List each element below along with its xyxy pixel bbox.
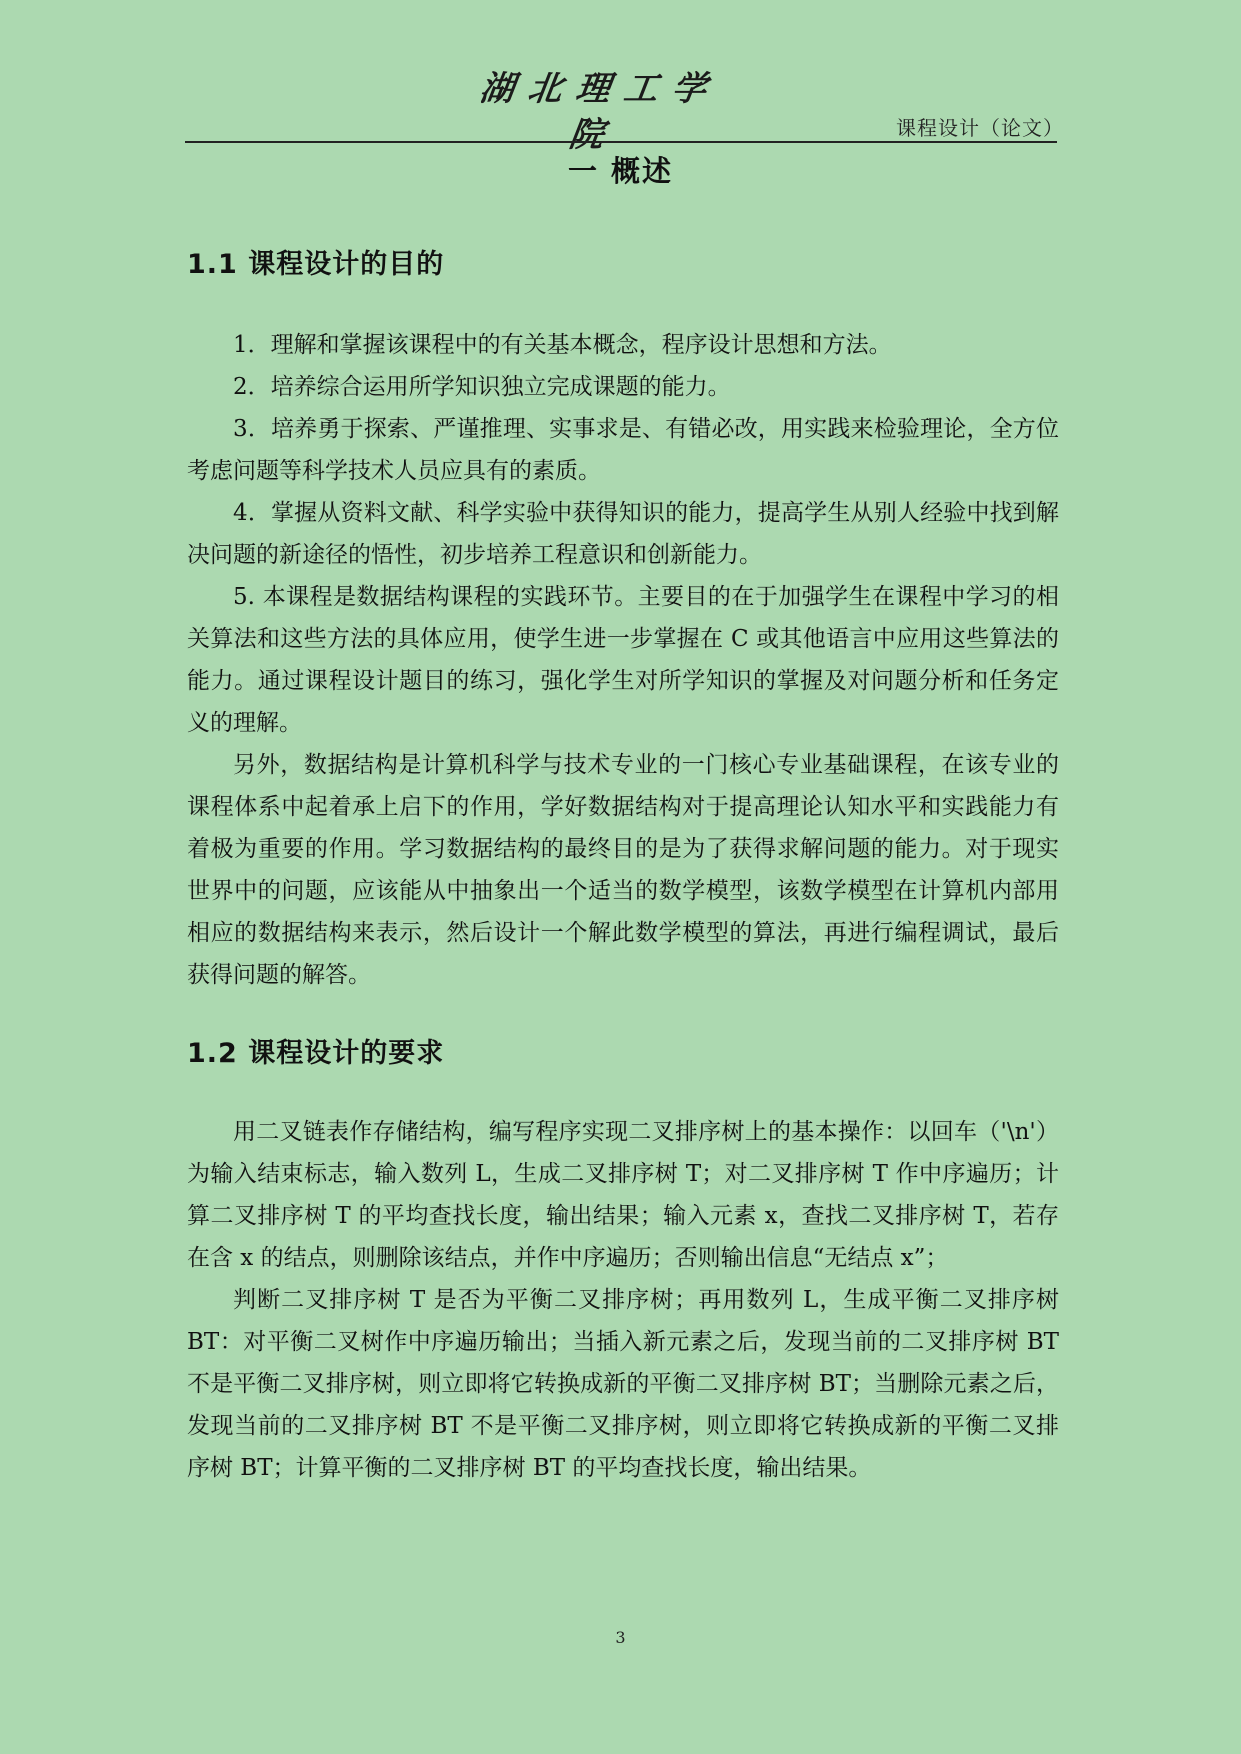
header-label: 课程设计（论文）	[896, 116, 1064, 140]
section-title-purpose: 1.1 课程设计的目的	[187, 249, 445, 280]
paragraph: 用二叉链表作存储结构，编写程序实现二叉排序树上的基本操作：以回车（'\n'）为输入结束标志，输入数列 L，生成二叉排序树 T；对二叉排序树 T 作中序遍历；计算二叉排序树 T 的平均查找长度，输出结果；输入元素 x，查找二叉排序树 T，若存在含 x 的结点，则删除该结点，并作中序遍历；否则输出信息“无结点 x”；	[187, 1119, 1059, 1271]
paragraph: 另外，数据结构是计算机科学与技术专业的一门核心专业基础课程，在该专业的课程体系中起着承上启下的作用，学好数据结构对于提高理论认知水平和实践能力有着极为重要的作用。学习数据结构的最终目的是为了获得求解问题的能力。对于现实世界中的问题，应该能从中抽象出一个适当的数学模型，该数学模型在计算机内部用相应的数据结构来表示，然后设计一个解此数学模型的算法，再进行编程调试，最后获得问题的解答。	[187, 752, 1059, 988]
section-title-requirements: 1.2 课程设计的要求	[187, 1038, 445, 1069]
paragraph: 1．理解和掌握该课程中的有关基本概念，程序设计思想和方法。	[233, 332, 892, 358]
section-body-requirements	[187, 1111, 1059, 1489]
header-divider	[185, 141, 1057, 143]
paragraph: 2．培养综合运用所学知识独立完成课题的能力。	[233, 374, 731, 400]
paragraph: 4．掌握从资料文献、科学实验中获得知识的能力，提高学生从别人经验中找到解决问题的新途径的悟性，初步培养工程意识和创新能力。	[187, 500, 1059, 568]
paragraph: 5. 本课程是数据结构课程的实践环节。主要目的在于加强学生在课程中学习的相关算法和这些方法的具体应用，使学生进一步掌握在 C 或其他语言中应用这些算法的能力。通过课程设计题目的练习，强化学生对所学知识的掌握及对问题分析和任务定义的理解。	[187, 584, 1059, 736]
page-number: 3	[615, 1628, 626, 1647]
paragraph: 判断二叉排序树 T 是否为平衡二叉排序树；再用数列 L，生成平衡二叉排序树 BT：对平衡二叉树作中序遍历输出；当插入新元素之后，发现当前的二叉排序树 BT 不是平衡二叉排序树，则立即将它转换成新的平衡二叉排序树 BT；当删除元素之后，发现当前的二叉排序树 BT 不是平衡二叉排序树，则立即将它转换成新的平衡二叉排序树 BT；计算平衡的二叉排序树 BT 的平均查找长度，输出结果。	[187, 1287, 1059, 1481]
paragraph: 3．培养勇于探索、严谨推理、实事求是、有错必改，用实践来检验理论，全方位考虑问题等科学技术人员应具有的素质。	[187, 416, 1059, 484]
university-logo: 湖北理工学院	[477, 69, 723, 155]
section-body-purpose	[187, 324, 1059, 996]
chapter-title: 一 概述	[567, 154, 674, 188]
